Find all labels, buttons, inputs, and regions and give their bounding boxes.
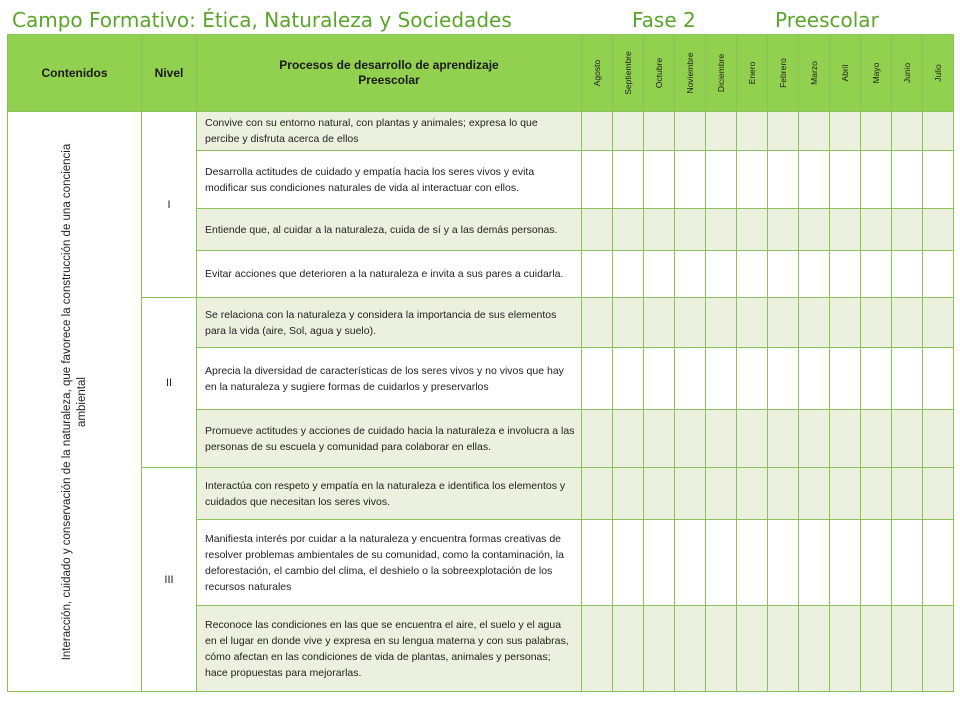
header-procesos [197,35,582,112]
month-check-cell[interactable] [923,112,954,151]
month-check-cell[interactable] [892,410,923,468]
month-check-cell[interactable] [613,209,644,251]
month-header-label: Diciembre [716,53,726,93]
month-check-cell[interactable] [737,298,768,348]
month-check-cell[interactable] [582,298,613,348]
month-header [613,35,644,112]
month-header-label: Mayo [871,62,881,84]
month-check-cell[interactable] [582,410,613,468]
nivel-cell: III [142,468,197,692]
month-check-cell[interactable] [861,468,892,520]
month-check-cell[interactable] [737,151,768,209]
month-check-cell[interactable] [582,348,613,410]
month-check-cell[interactable] [768,410,799,468]
month-check-cell[interactable] [799,251,830,298]
month-check-cell[interactable] [675,348,706,410]
month-header [675,35,706,112]
month-check-cell[interactable] [644,298,675,348]
month-check-cell[interactable] [892,209,923,251]
month-check-cell[interactable] [799,298,830,348]
month-check-cell[interactable] [706,468,737,520]
month-check-cell[interactable] [582,520,613,606]
month-check-cell[interactable] [613,410,644,468]
month-check-cell[interactable] [830,520,861,606]
month-header [582,35,613,112]
month-check-cell[interactable] [675,520,706,606]
month-check-cell[interactable] [644,251,675,298]
month-header-label: Septiembre [623,51,633,95]
month-check-cell[interactable] [706,606,737,692]
month-check-cell[interactable] [923,468,954,520]
month-check-cell[interactable] [768,606,799,692]
month-check-cell[interactable] [892,520,923,606]
planning-table [7,34,954,692]
month-header [861,35,892,112]
header-procesos-line1: Procesos de desarrollo de aprendizaje [279,58,499,72]
month-header-label: Agosto [592,59,602,87]
month-check-cell[interactable] [768,209,799,251]
month-check-cell[interactable] [830,410,861,468]
month-check-cell[interactable] [923,298,954,348]
month-check-cell[interactable] [644,520,675,606]
month-check-cell[interactable] [799,112,830,151]
month-check-cell[interactable] [675,112,706,151]
table-row [8,298,954,348]
month-check-cell[interactable] [644,151,675,209]
month-check-cell[interactable] [830,151,861,209]
month-check-cell[interactable] [861,151,892,209]
month-check-cell[interactable] [861,606,892,692]
month-check-cell[interactable] [582,606,613,692]
month-check-cell[interactable] [706,251,737,298]
header-procesos-line2: Preescolar [358,73,420,87]
month-check-cell[interactable] [644,468,675,520]
month-header [830,35,861,112]
month-check-cell[interactable] [830,468,861,520]
contenido-cell [8,112,142,692]
month-check-cell[interactable] [582,112,613,151]
table-row [8,112,954,151]
month-check-cell[interactable] [830,606,861,692]
month-check-cell[interactable] [861,348,892,410]
month-check-cell[interactable] [737,520,768,606]
month-check-cell[interactable] [768,348,799,410]
header-contenidos: Contenidos [8,35,142,112]
month-header [923,35,954,112]
month-check-cell[interactable] [861,410,892,468]
document-header [0,4,960,34]
month-header [768,35,799,112]
header-nivel: Nivel [142,35,197,112]
nivel-cell: II [142,298,197,468]
proceso-cell: Promueve actitudes y acciones de cuidado hacia la naturaleza e involucra a las personas de su escuela y comunidad para colaborar en ellas. [197,410,582,468]
proceso-cell: Aprecia la diversidad de características de los seres vivos y no vivos que hay en la naturaleza y sugiere formas de cuidarlos y preservarlos [197,348,582,410]
month-check-cell[interactable] [892,112,923,151]
month-check-cell[interactable] [830,209,861,251]
month-check-cell[interactable] [768,298,799,348]
month-check-cell[interactable] [644,209,675,251]
month-check-cell[interactable] [768,251,799,298]
month-check-cell[interactable] [892,348,923,410]
nivel-escolar-label: Preescolar [775,8,879,32]
month-header-label: Junio [902,62,912,84]
month-header-label: Enero [747,61,757,85]
month-header [892,35,923,112]
table-row [8,468,954,520]
proceso-cell: Interactúa con respeto y empatía en la naturaleza e identifica los elementos y cuidados que necesitan los seres vivos. [197,468,582,520]
month-header-label: Julio [933,64,943,82]
month-check-cell[interactable] [861,251,892,298]
proceso-cell: Reconoce las condiciones en las que se encuentra el aire, el suelo y el agua en el lugar en donde vive y expresa en su lengua materna y con sus palabras, cómo afectan en las condiciones de vida de plantas, animales y personas; hace propuestas para mejorarlas. [197,606,582,692]
month-check-cell[interactable] [706,112,737,151]
month-check-cell[interactable] [644,112,675,151]
proceso-cell: Convive con su entorno natural, con plantas y animales; expresa lo que percibe y disfruta acerca de ellos [197,112,582,151]
month-check-cell[interactable] [613,151,644,209]
table-body [8,112,954,692]
month-check-cell[interactable] [768,151,799,209]
month-check-cell[interactable] [737,410,768,468]
proceso-cell: Evitar acciones que deterioren a la naturaleza e invita a sus pares a cuidarla. [197,251,582,298]
fase-label: Fase 2 [632,8,696,32]
month-check-cell[interactable] [892,251,923,298]
month-check-cell[interactable] [861,209,892,251]
month-check-cell[interactable] [737,606,768,692]
month-check-cell[interactable] [799,410,830,468]
campo-formativo-title: Campo Formativo: Ética, Naturaleza y Sociedades [12,8,512,32]
month-check-cell[interactable] [582,209,613,251]
month-check-cell[interactable] [892,468,923,520]
month-check-cell[interactable] [799,520,830,606]
table-header-row [8,35,954,112]
month-check-cell[interactable] [799,151,830,209]
month-check-cell[interactable] [768,468,799,520]
month-check-cell[interactable] [613,468,644,520]
month-check-cell[interactable] [799,606,830,692]
month-check-cell[interactable] [768,112,799,151]
month-check-cell[interactable] [706,298,737,348]
month-check-cell[interactable] [706,348,737,410]
month-check-cell[interactable] [644,348,675,410]
month-check-cell[interactable] [737,348,768,410]
month-check-cell[interactable] [923,410,954,468]
month-check-cell[interactable] [830,298,861,348]
month-check-cell[interactable] [644,410,675,468]
month-check-cell[interactable] [613,606,644,692]
month-check-cell[interactable] [861,298,892,348]
month-header-label: Marzo [809,61,819,85]
month-check-cell[interactable] [613,251,644,298]
month-check-cell[interactable] [675,410,706,468]
month-check-cell[interactable] [892,151,923,209]
month-check-cell[interactable] [737,209,768,251]
month-check-cell[interactable] [675,251,706,298]
month-check-cell[interactable] [582,251,613,298]
month-header-label: Noviembre [685,52,695,94]
month-check-cell[interactable] [799,348,830,410]
month-check-cell[interactable] [675,151,706,209]
month-check-cell[interactable] [923,520,954,606]
month-check-cell[interactable] [644,606,675,692]
month-check-cell[interactable] [923,606,954,692]
proceso-cell: Se relaciona con la naturaleza y considera la importancia de sus elementos para la vida (aire, Sol, agua y suelo). [197,298,582,348]
month-check-cell[interactable] [830,348,861,410]
proceso-cell: Manifiesta interés por cuidar a la naturaleza y encuentra formas creativas de resolver problemas ambientales de su comunidad, como la contaminación, la deforestación, el cambio del clima, el deshielo o la sobreexplotación de los recursos naturales [197,520,582,606]
month-check-cell[interactable] [799,468,830,520]
month-header [737,35,768,112]
month-check-cell[interactable] [799,209,830,251]
month-header [644,35,675,112]
month-header-label: Octubre [654,57,664,89]
month-check-cell[interactable] [675,606,706,692]
month-check-cell[interactable] [706,520,737,606]
month-check-cell[interactable] [923,151,954,209]
month-check-cell[interactable] [737,468,768,520]
contenido-text: Interacción, cuidado y conservación de la naturaleza, que favorece la construcción de una conciencia ambiental [60,143,88,660]
month-check-cell[interactable] [613,520,644,606]
month-check-cell[interactable] [706,410,737,468]
month-check-cell[interactable] [768,520,799,606]
month-check-cell[interactable] [892,298,923,348]
month-check-cell[interactable] [830,251,861,298]
month-check-cell[interactable] [613,112,644,151]
month-check-cell[interactable] [675,209,706,251]
month-check-cell[interactable] [892,606,923,692]
month-check-cell[interactable] [582,468,613,520]
month-check-cell[interactable] [830,112,861,151]
month-header [799,35,830,112]
proceso-cell: Entiende que, al cuidar a la naturaleza, cuida de sí y a las demás personas. [197,209,582,251]
month-check-cell[interactable] [923,251,954,298]
month-check-cell[interactable] [923,209,954,251]
month-check-cell[interactable] [737,251,768,298]
month-check-cell[interactable] [706,209,737,251]
month-check-cell[interactable] [613,298,644,348]
month-check-cell[interactable] [737,112,768,151]
month-check-cell[interactable] [582,151,613,209]
month-check-cell[interactable] [706,151,737,209]
month-check-cell[interactable] [613,348,644,410]
nivel-cell: I [142,112,197,298]
proceso-cell: Desarrolla actitudes de cuidado y empatía hacia los seres vivos y evita modificar sus condiciones naturales de vida al interactuar con ellos. [197,151,582,209]
month-header-label: Febrero [778,58,788,88]
month-check-cell[interactable] [675,468,706,520]
month-check-cell[interactable] [861,112,892,151]
month-check-cell[interactable] [675,298,706,348]
month-header-label: Abril [840,64,850,82]
month-check-cell[interactable] [923,348,954,410]
month-check-cell[interactable] [861,520,892,606]
month-header [706,35,737,112]
